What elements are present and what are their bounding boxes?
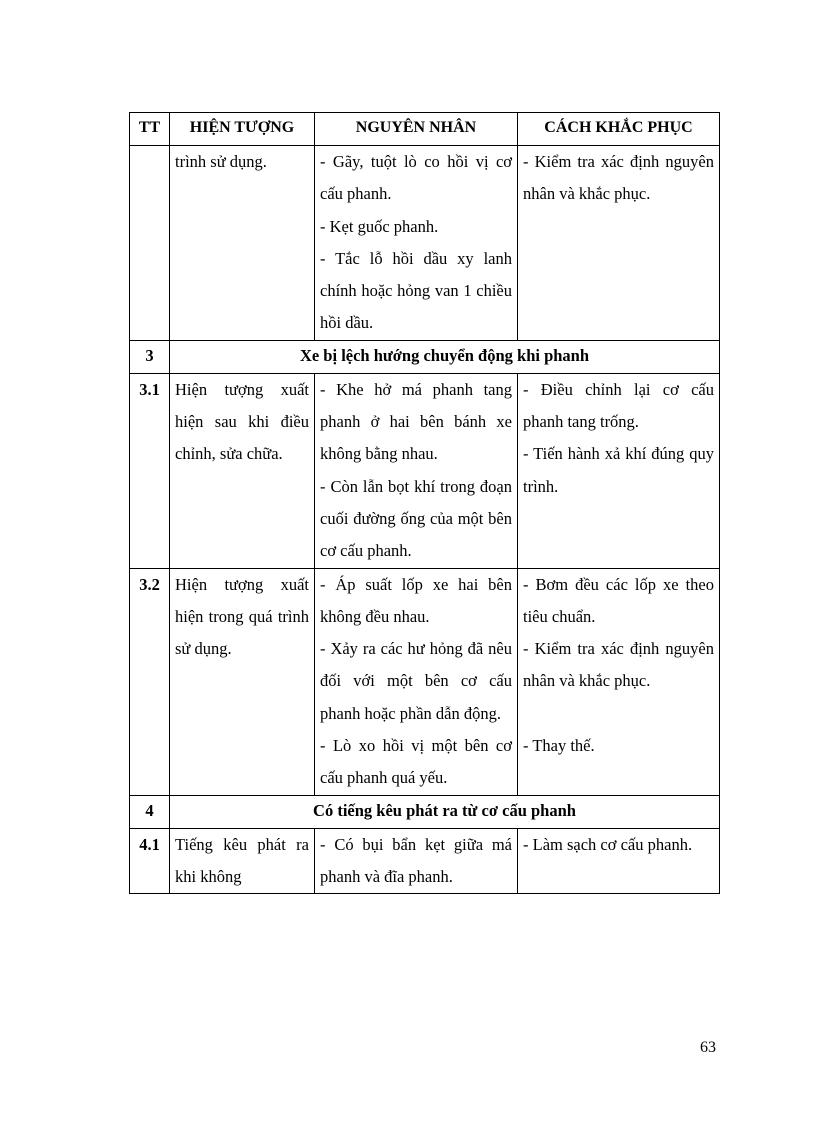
header-hien-tuong: HIỆN TƯỢNG xyxy=(170,113,315,146)
cach-khac-phuc-cell xyxy=(518,568,720,795)
remedy-item: - Kiểm tra xác định nguyên nhân và khắc phục. xyxy=(523,639,714,691)
tt-cell: 4.1 xyxy=(130,828,170,894)
table-row xyxy=(130,373,720,568)
troubleshooting-table xyxy=(129,112,720,894)
header-nguyen-nhan: NGUYÊN NHÂN xyxy=(315,113,518,146)
cause-item: - Còn lẫn bọt khí trong đoạn cuối đường ống của một bên cơ cấu phanh. xyxy=(320,476,512,561)
section-row xyxy=(130,795,720,828)
cach-khac-phuc-cell xyxy=(518,373,720,568)
remedy-item: - Thay thế. xyxy=(523,736,595,756)
remedy-item: - Kiểm tra xác định nguyên nhân và khắc phục. xyxy=(523,152,714,204)
remedy-item: - Điều chỉnh lại cơ cấu phanh tang trống. xyxy=(523,379,714,432)
hien-tuong-cell xyxy=(170,828,315,894)
cause-item: - Xảy ra các hư hỏng đã nêu đối với một bên cơ cấu phanh hoặc phần dẫn động. xyxy=(320,639,512,723)
hien-tuong-cell xyxy=(170,568,315,795)
nguyen-nhan-cell xyxy=(315,373,518,568)
symptom-text: Hiện tượng xuất hiện sau khi điều chỉnh, sửa chữa. xyxy=(175,379,309,464)
nguyen-nhan-cell xyxy=(315,828,518,894)
spacer xyxy=(523,698,714,730)
cause-item: - Tắc lỗ hồi dầu xy lanh chính hoặc hỏng van 1 chiều hồi dầu. xyxy=(320,248,512,333)
remedy-item: - Làm sạch cơ cấu phanh. xyxy=(523,834,693,854)
hien-tuong-cell xyxy=(170,373,315,568)
nguyen-nhan-cell xyxy=(315,568,518,795)
tt-cell xyxy=(130,146,170,341)
header-tt: TT xyxy=(130,113,170,146)
page-number: 63 xyxy=(700,1039,716,1056)
table-header-row xyxy=(130,113,720,146)
hien-tuong-cell: trình sử dụng. xyxy=(170,146,315,341)
remedy-item: - Bơm đều các lốp xe theo tiêu chuẩn. xyxy=(523,574,714,626)
symptom-text: Hiện tượng xuất hiện trong quá trình sử dụng. xyxy=(175,574,309,659)
cause-item: - Áp suất lốp xe hai bên không đều nhau. xyxy=(320,574,512,626)
section-title: Xe bị lệch hướng chuyển động khi phanh xyxy=(170,340,720,373)
tt-cell: 3.1 xyxy=(130,373,170,568)
cause-item: - Lò xo hồi vị một bên cơ cấu phanh quá yếu. xyxy=(320,736,512,788)
nguyen-nhan-cell xyxy=(315,146,518,341)
cause-item: - Kẹt guốc phanh. xyxy=(320,216,439,236)
cach-khac-phuc-cell xyxy=(518,828,720,894)
section-title: Có tiếng kêu phát ra từ cơ cấu phanh xyxy=(170,795,720,828)
symptom-text: Tiếng kêu phát ra khi không xyxy=(175,834,309,886)
tt-cell: 3.2 xyxy=(130,568,170,795)
remedy-item: - Tiến hành xả khí đúng quy trình. xyxy=(523,444,714,496)
table-row xyxy=(130,828,720,894)
cause-item: - Có bụi bẩn kẹt giữa má phanh và đĩa phanh. xyxy=(320,834,512,886)
section-row xyxy=(130,340,720,373)
cause-item: - Gãy, tuột lò co hồi vị cơ cấu phanh. xyxy=(320,152,512,204)
cause-item: - Khe hở má phanh tang phanh ở hai bên bánh xe không bằng nhau. xyxy=(320,379,512,464)
table-row xyxy=(130,146,720,341)
header-cach-khac-phuc: CÁCH KHẮC PHỤC xyxy=(518,113,720,146)
table-row xyxy=(130,568,720,795)
section-number: 4 xyxy=(130,795,170,828)
section-number: 3 xyxy=(130,340,170,373)
cach-khac-phuc-cell xyxy=(518,146,720,341)
